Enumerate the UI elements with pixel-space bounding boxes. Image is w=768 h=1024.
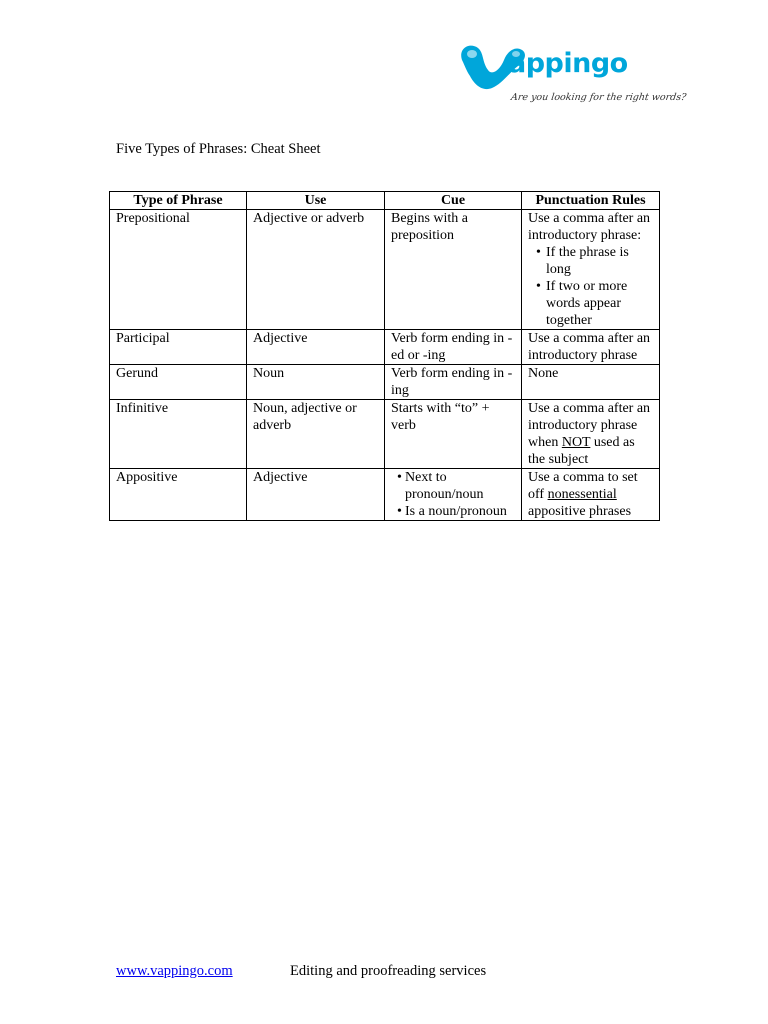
rule-bullet-list	[528, 244, 653, 329]
cell-type: Prepositional	[110, 210, 247, 330]
table-row	[110, 365, 660, 400]
footer-website-link[interactable]: www.vappingo.com	[116, 963, 233, 979]
rule-text-after: used as the subject	[528, 435, 635, 467]
footer-tagline: Editing and proofreading services	[290, 963, 487, 979]
cell-cue	[385, 469, 522, 521]
header-punctuation: Punctuation Rules	[522, 192, 660, 210]
cell-use: Adjective	[247, 330, 385, 365]
table-row	[110, 469, 660, 521]
cue-bullet-list	[391, 469, 515, 520]
cell-type: Appositive	[110, 469, 247, 521]
list-item: • Is a noun/pronoun	[391, 503, 515, 520]
cell-rule: Use a comma after an introductory phrase	[522, 330, 660, 365]
table-header-row	[110, 192, 660, 210]
header-type: Type of Phrase	[110, 192, 247, 210]
cell-use: Noun	[247, 365, 385, 400]
rule-emphasis: NOT	[561, 435, 591, 450]
rule-intro: Use a comma after an introductory phrase:	[528, 211, 651, 243]
cell-cue: Verb form ending in -ing	[385, 365, 522, 400]
cell-rule: None	[522, 365, 660, 400]
logo-wordmark: appingo	[508, 48, 628, 79]
cell-cue: Begins with a preposition	[385, 210, 522, 330]
cell-use: Noun, adjective or adverb	[247, 400, 385, 469]
list-item: • Next to pronoun/noun	[391, 469, 515, 503]
cell-cue: Starts with “to” + verb	[385, 400, 522, 469]
rule-emphasis: nonessential	[547, 487, 617, 502]
cell-type: Infinitive	[110, 400, 247, 469]
cell-type: Gerund	[110, 365, 247, 400]
list-item: • If two or more words appear together	[528, 278, 653, 329]
rule-text-after: appositive phrases	[528, 504, 632, 519]
table-row	[110, 330, 660, 365]
cell-rule	[522, 469, 660, 521]
phrases-table	[109, 191, 660, 521]
cell-cue: Verb form ending in -ed or -ing	[385, 330, 522, 365]
header-use: Use	[247, 192, 385, 210]
list-item: • If the phrase is long	[528, 244, 653, 278]
cell-type: Participal	[110, 330, 247, 365]
rule-text-before: Use a comma after an introductory phrase when	[528, 401, 651, 450]
header-cue: Cue	[385, 192, 522, 210]
cell-use: Adjective	[247, 469, 385, 521]
cell-use: Adjective or adverb	[247, 210, 385, 330]
table-row	[110, 210, 660, 330]
vappingo-logo	[456, 40, 687, 115]
table-row	[110, 400, 660, 469]
rule-text-before: Use a comma to set off	[528, 470, 638, 502]
logo-tagline: Are you looking for the right words?	[510, 92, 687, 103]
document-title: Five Types of Phrases: Cheat Sheet	[116, 141, 321, 157]
cell-rule	[522, 400, 660, 469]
cell-rule	[522, 210, 660, 330]
